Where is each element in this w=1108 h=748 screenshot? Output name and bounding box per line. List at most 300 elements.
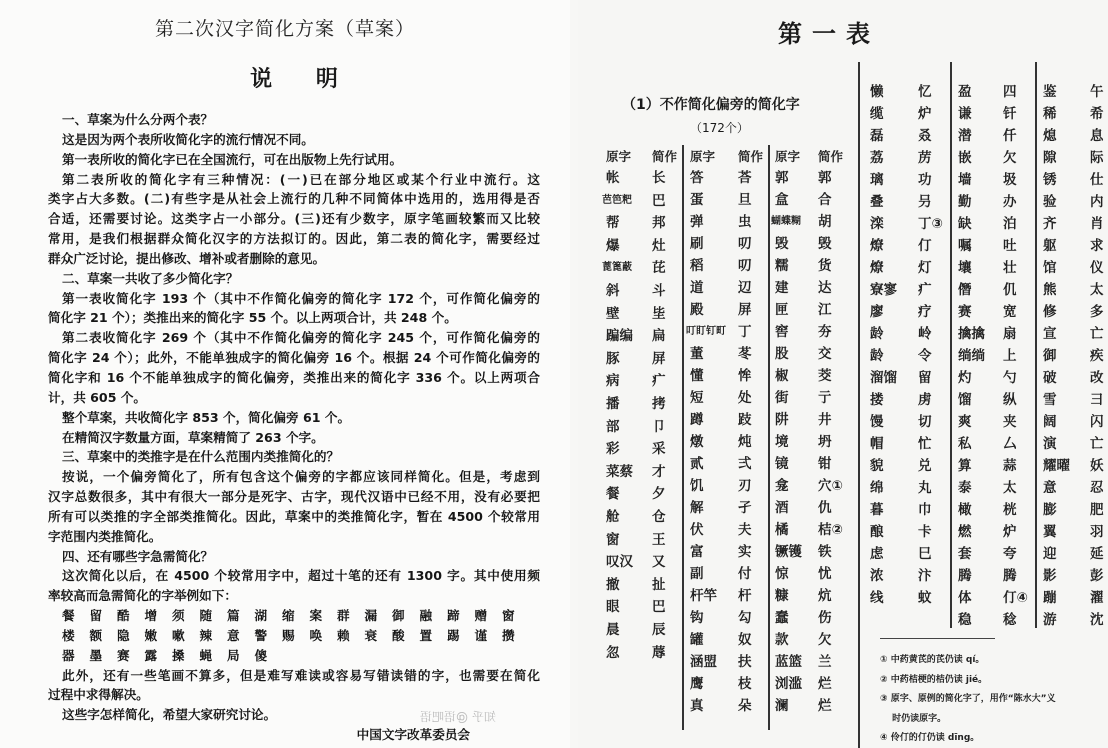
example-char: 警 xyxy=(254,627,268,643)
simplified-char: 疾 xyxy=(1090,348,1104,364)
simplified-char: 亍 xyxy=(818,390,832,406)
simplified-char: 蚊 xyxy=(918,590,932,606)
example-chars-row xyxy=(48,606,540,626)
example-char: 酸 xyxy=(392,627,405,643)
example-char: 酷 xyxy=(117,608,130,624)
original-char: 阔 xyxy=(1043,414,1057,430)
original-char: 部 xyxy=(606,418,620,435)
original-char: 饥 xyxy=(690,478,704,494)
simplified-char: 苳 xyxy=(738,346,752,362)
simplified-char: 留 xyxy=(918,370,932,386)
simplified-char: 欠 xyxy=(1003,150,1017,166)
simplified-char: 夸 xyxy=(1003,546,1017,562)
original-char: 僭 xyxy=(958,282,972,298)
simplified-char: 奴 xyxy=(738,632,752,648)
simplified-char: 丁③ xyxy=(918,216,943,232)
simplified-char: 圾 xyxy=(1003,172,1017,188)
original-char: 迎 xyxy=(1043,546,1057,562)
original-char: 稻 xyxy=(690,258,704,274)
simplified-char: 疒 xyxy=(652,373,666,390)
original-char: 爆 xyxy=(606,237,620,254)
original-char: 舱 xyxy=(606,509,620,525)
example-char: 楼 xyxy=(62,627,75,643)
original-char: 窗 xyxy=(606,531,620,548)
original-char: 窖 xyxy=(775,324,789,340)
simplified-char: 闪 xyxy=(1090,414,1104,430)
text-line: 率较高而急需简化的字举例如下： xyxy=(48,588,237,604)
simplified-char: 辺 xyxy=(738,280,752,296)
original-char: 齐 xyxy=(1043,216,1057,232)
text-line: 第二表收简化字 269 个（其中不作简化偏旁的简化字 245 个，可作简化偏旁的 xyxy=(62,330,540,346)
example-char: 群 xyxy=(337,608,350,624)
simplified-char: 夫 xyxy=(738,522,752,538)
example-char: 赠 xyxy=(474,608,488,624)
simplified-char: 丁 xyxy=(738,324,752,340)
original-char: 搂 xyxy=(870,392,884,408)
simplified-char: 羽 xyxy=(1090,524,1104,540)
example-char: 增 xyxy=(144,608,158,624)
simplified-char: 希 xyxy=(1090,106,1104,122)
simplified-char: 井 xyxy=(818,412,832,428)
original-char: 款 xyxy=(775,632,789,648)
original-char: 套 xyxy=(958,546,972,562)
simplified-char: 邦 xyxy=(652,215,666,232)
original-char: 餐 xyxy=(606,486,620,503)
example-chars-row xyxy=(48,626,540,646)
text-line: 这些字怎样简化，希望大家研究讨论。 xyxy=(62,707,277,723)
simplified-char: 胡 xyxy=(818,214,832,230)
original-char: 虑 xyxy=(870,546,884,562)
simplified-char: 郭 xyxy=(818,170,832,186)
simplified-char: 叒 xyxy=(918,128,932,144)
simplified-char: 厶 xyxy=(1003,436,1017,452)
simplified-char: 令 xyxy=(918,348,932,364)
simplified-char: 四 xyxy=(1003,84,1017,100)
simplified-char: 烂 xyxy=(818,698,832,714)
original-char: 貌 xyxy=(870,458,884,474)
original-char: 病 xyxy=(606,373,620,390)
simplified-char: 勾 xyxy=(738,610,752,626)
simplified-char: 仕 xyxy=(1090,172,1104,188)
simplified-char: 忍 xyxy=(1090,480,1104,496)
example-char: 意 xyxy=(227,627,240,643)
text-line: 按说，一个偏旁简化了，所有包含这个偏旁的字都应该同样简化。但是，考虑到 xyxy=(62,469,540,485)
column-divider xyxy=(950,62,952,628)
original-char: 盒 xyxy=(775,192,789,208)
original-char: 缺 xyxy=(958,216,972,232)
original-char: 隙 xyxy=(1043,150,1057,166)
simplified-char: 处 xyxy=(738,390,752,406)
simplified-char: 息 xyxy=(1090,128,1104,144)
original-char: 董 xyxy=(690,346,704,362)
simplified-char: 灶 xyxy=(652,237,666,254)
original-char: 澜 xyxy=(775,698,789,714)
example-char: 案 xyxy=(309,608,323,624)
text-line: 常用，是我们根据群众简化汉字的方法拟订的。因此，第二表的简化字，需要经过 xyxy=(48,231,540,247)
original-char: 暮 xyxy=(870,502,884,518)
simplified-char: 毁 xyxy=(818,236,832,252)
simplified-char: 屏 xyxy=(652,350,666,367)
original-char: 滦 xyxy=(870,216,884,232)
example-char: 篇 xyxy=(227,608,240,624)
original-char: 寮寥 xyxy=(870,282,897,298)
column-header-simplified: 简作 xyxy=(652,149,678,164)
original-char: 阱 xyxy=(775,412,789,428)
original-char: 播 xyxy=(606,396,620,412)
column-header-simplified: 简作 xyxy=(818,149,844,164)
original-char: 郭 xyxy=(775,170,789,186)
column-header-original: 原字 xyxy=(606,149,632,164)
original-char: 雪 xyxy=(1043,392,1057,408)
original-char: 浓 xyxy=(870,568,884,584)
example-char: 唤 xyxy=(309,627,323,643)
text-line: 简化字 24 个）；此外，不能单独成字的简化偏旁 16 个。根据 24 个可作简化偏旁的 xyxy=(48,350,540,366)
simplified-char: 斗 xyxy=(652,283,666,299)
original-char: 破 xyxy=(1043,370,1057,386)
simplified-char: 太 xyxy=(1090,282,1104,298)
original-char: 蛋 xyxy=(690,192,704,208)
simplified-char: 欠 xyxy=(818,632,832,648)
original-char: 爽 xyxy=(958,414,972,430)
simplified-char: 纵 xyxy=(1003,392,1017,408)
simplified-char: 内 xyxy=(1090,194,1104,210)
original-char: 菜蔡 xyxy=(606,463,633,480)
simplified-char: 辰 xyxy=(652,622,666,638)
original-char: 街 xyxy=(775,390,789,406)
original-char: 绵 xyxy=(870,480,884,496)
original-char: 橄 xyxy=(958,502,972,518)
example-char: 衰 xyxy=(364,627,378,643)
original-char: 燎 xyxy=(870,238,884,254)
original-char: 副 xyxy=(690,566,704,582)
text-line: 计，共 605 个。 xyxy=(48,389,147,405)
original-char: 璃 xyxy=(870,172,884,188)
original-char: 道 xyxy=(690,280,704,296)
simplified-char: 坒 xyxy=(652,305,666,322)
original-char: 嵌 xyxy=(958,150,972,166)
original-char: 嘱 xyxy=(958,238,972,254)
simplified-char: 屏 xyxy=(738,302,752,318)
original-char: 线 xyxy=(870,590,884,606)
text-line: 群众广泛讨论，提出修改、增补或者删除的意见。 xyxy=(48,250,326,266)
example-char: 傻 xyxy=(254,647,268,663)
simplified-char: 灯 xyxy=(918,260,932,276)
original-char: 富 xyxy=(690,544,704,560)
original-char: 意 xyxy=(1043,480,1057,496)
simplified-char: 午 xyxy=(1090,84,1104,100)
simplified-char: 跂 xyxy=(738,412,752,428)
original-char: 叹汉 xyxy=(606,554,633,571)
simplified-char: 延 xyxy=(1090,546,1104,562)
example-char: 蝇 xyxy=(199,647,213,663)
simplified-char: 疒 xyxy=(918,282,932,298)
simplified-char: 实 xyxy=(738,544,752,560)
original-char: 谦 xyxy=(958,106,972,122)
text-line: 合适，还需要讨论。这类字占一小部分。(三)还有少数字，原字笔画较繁而又比较 xyxy=(48,211,540,227)
original-char: 燎 xyxy=(870,260,884,276)
simplified-char: 又 xyxy=(652,554,666,571)
footnote: ③ 原字、原例的简化字了，用作“陈水大”义 xyxy=(880,694,1056,704)
text-line: 第二表所收的简化字有三种情况：(一)已在部分地区或某个行业中流行。这 xyxy=(62,171,540,187)
simplified-char: 炉 xyxy=(918,106,932,122)
simplified-char: 旦 xyxy=(738,192,752,208)
text-line: 字范围内类推简化。 xyxy=(48,528,162,544)
simplified-char: 铁 xyxy=(818,544,832,560)
simplified-char: 茭 xyxy=(818,368,832,384)
original-char: 椒 xyxy=(775,368,789,384)
simplified-char: 枝 xyxy=(738,676,752,692)
example-chars-row xyxy=(48,646,540,666)
example-char: 窗 xyxy=(502,608,515,624)
original-char: 勤 xyxy=(958,194,972,210)
original-char: 修 xyxy=(1043,304,1057,320)
original-char: 惊 xyxy=(775,566,789,582)
simplified-char: 仃④ xyxy=(1003,590,1028,606)
original-char: 影 xyxy=(1043,568,1057,584)
original-char: 蹦 xyxy=(1043,590,1057,606)
simplified-char: 蒜 xyxy=(1003,458,1017,474)
original-char: 懂 xyxy=(690,368,704,384)
simplified-char: 夕 xyxy=(652,486,666,503)
simplified-char: 夯 xyxy=(818,324,832,340)
text-line: 类字占大多数。(二)有些字是从社会上流行的几种不同简体中选用的，选用得是否 xyxy=(48,191,540,207)
simplified-char: 兑 xyxy=(918,458,932,474)
original-char: 罐 xyxy=(690,632,704,648)
section-heading: 说 明 xyxy=(250,67,356,92)
simplified-char: 办 xyxy=(1003,194,1017,210)
example-char: 须 xyxy=(172,608,185,624)
simplified-char: 虫 xyxy=(738,214,752,230)
original-char: 壤 xyxy=(958,260,972,276)
original-char: 撤 xyxy=(606,576,620,593)
simplified-char: 肖 xyxy=(1090,216,1104,232)
original-char: 股 xyxy=(775,346,789,362)
example-char: 搡 xyxy=(172,647,185,663)
text-line: 此外，还有一些笔画不算多，但是难写难读或容易写错读错的字，也需要在简化 xyxy=(62,667,540,683)
simplified-char: 太 xyxy=(1003,480,1017,496)
example-char: 漏 xyxy=(364,608,378,624)
original-char: 蓖篦蔽 xyxy=(602,262,632,274)
simplified-char: 坍 xyxy=(818,434,832,450)
simplified-char: 恈 xyxy=(738,368,752,384)
simplified-char: 兰 xyxy=(818,654,832,670)
simplified-char: 功 xyxy=(918,172,932,188)
original-char: 鹰 xyxy=(690,676,704,692)
original-char: 耀曜 xyxy=(1043,458,1070,474)
example-char: 缩 xyxy=(282,608,295,624)
original-char: 钩 xyxy=(690,610,704,626)
example-char: 赖 xyxy=(337,627,350,643)
column-divider xyxy=(1035,62,1037,628)
footnote-rule xyxy=(880,638,995,639)
simplified-char: 叨 xyxy=(738,236,752,252)
original-char: 帽 xyxy=(870,436,884,452)
simplified-char: 求 xyxy=(1090,238,1104,254)
text-line: 第一表收简化字 193 个（其中不作简化偏旁的简化字 172 个，可作简化偏旁的 xyxy=(62,290,540,306)
simplified-char: 际 xyxy=(1090,150,1104,166)
original-char: 灼 xyxy=(958,370,972,386)
original-char: 叠 xyxy=(870,194,884,210)
original-char: 短 xyxy=(690,390,704,406)
simplified-char: 采 xyxy=(652,441,666,458)
original-char: 真 xyxy=(690,698,704,714)
simplified-char: 长 xyxy=(652,170,666,186)
simplified-char: 忙 xyxy=(918,436,932,452)
original-char: 晨 xyxy=(606,622,620,638)
simplified-char: 巾 xyxy=(918,502,932,518)
original-char: 稳 xyxy=(958,612,972,628)
text-line: 在精简汉字数量方面，草案精简了 263 个字。 xyxy=(62,429,324,445)
original-char: 熄 xyxy=(1043,128,1057,144)
question-heading: 二、草案一共收了多少简化字？ xyxy=(62,270,239,286)
original-char: 境 xyxy=(775,434,789,450)
original-char: 芭笆粑 xyxy=(602,194,632,206)
example-char: 谨 xyxy=(474,627,488,643)
example-char: 露 xyxy=(144,647,158,663)
simplified-char: 沈 xyxy=(1090,612,1104,628)
simplified-char: 亡 xyxy=(1090,436,1104,452)
simplified-char: 叧 xyxy=(918,194,932,210)
footnote: 时仍读原字。 xyxy=(880,713,947,724)
simplified-char: 扇 xyxy=(1003,326,1017,342)
original-char: 眼 xyxy=(606,599,620,616)
simplified-char: 仟 xyxy=(1003,128,1017,144)
column-divider xyxy=(768,145,770,730)
column-header-original: 原字 xyxy=(690,149,716,164)
footnote: ④ 伶仃的仃仍读 dīng。 xyxy=(880,733,980,743)
simplified-char: 妖 xyxy=(1090,458,1104,474)
simplified-char: 荅 xyxy=(738,170,752,186)
original-char: 帮 xyxy=(606,215,620,232)
simplified-char: 仇 xyxy=(818,500,832,516)
simplified-char: 仃 xyxy=(918,238,932,254)
simplified-char: 濯 xyxy=(1090,590,1104,606)
original-char: 御 xyxy=(1043,348,1057,364)
simplified-char: 王 xyxy=(652,531,666,548)
watermark: 知乎 @语吧语 xyxy=(420,710,496,724)
original-char: 验 xyxy=(1043,194,1057,210)
simplified-char: 仉 xyxy=(1003,282,1017,298)
simplified-char: 忧 xyxy=(818,566,832,582)
example-char: 融 xyxy=(419,608,433,624)
text-line: 第一表所收的简化字已在全国流行，可在出版物上先行试用。 xyxy=(62,151,403,167)
original-char: 彩 xyxy=(606,441,620,458)
simplified-char: 腾 xyxy=(1003,568,1017,584)
simplified-char: 炕 xyxy=(818,588,832,604)
simplified-char: 宽 xyxy=(1003,304,1017,320)
text-line: 汉字总数很多，其中有很大一部分是死字、古字，现代汉语中已经不用，没有必要把 xyxy=(48,489,540,505)
question-heading: 四、还有哪些字急需简化？ xyxy=(62,548,214,564)
original-char: 翼 xyxy=(1043,524,1057,540)
example-char: 蹄 xyxy=(447,608,460,624)
original-char: 膨 xyxy=(1043,502,1057,518)
original-char: 算 xyxy=(958,458,972,474)
original-char: 匣 xyxy=(775,302,789,318)
simplified-char: 拷 xyxy=(652,396,666,412)
original-char: 盈 xyxy=(958,84,972,100)
simplified-char: 卩 xyxy=(652,418,666,435)
example-char: 额 xyxy=(89,627,103,643)
original-char: 糠 xyxy=(775,588,789,604)
original-char: 镢镬 xyxy=(775,544,802,560)
original-char: 毁 xyxy=(775,236,789,252)
simplified-char: 仓 xyxy=(652,509,666,525)
original-char: 刷 xyxy=(690,236,704,252)
example-char: 器 xyxy=(62,647,75,663)
simplified-char: 夹 xyxy=(1003,414,1017,430)
original-char: 游 xyxy=(1043,612,1057,628)
original-char: 建 xyxy=(775,280,789,296)
simplified-char: 多 xyxy=(1090,304,1104,320)
document-title: 第二次汉字简化方案（草案） xyxy=(154,18,415,40)
original-char: 伏 xyxy=(690,522,704,538)
text-line: 这是因为两个表所收简化字的流行情况不同。 xyxy=(62,131,314,147)
original-char: 贰 xyxy=(690,456,704,472)
simplified-char: 岭 xyxy=(918,326,932,342)
column-divider xyxy=(858,62,860,748)
example-char: 局 xyxy=(227,647,240,663)
original-char: 杆竿 xyxy=(690,588,717,604)
original-char: 酿 xyxy=(870,524,884,540)
original-char: 蝴蝶糊 xyxy=(771,216,801,227)
simplified-char: 朵 xyxy=(738,698,752,714)
original-char: 荔 xyxy=(870,150,884,166)
simplified-char: 仪 xyxy=(1090,260,1104,276)
simplified-char: 钳 xyxy=(818,456,832,472)
simplified-char: 巴 xyxy=(652,599,666,616)
original-char: 龄 xyxy=(870,348,884,364)
simplified-char: 吐 xyxy=(1003,238,1017,254)
original-char: 躯 xyxy=(1043,238,1057,254)
example-char: 御 xyxy=(392,608,405,624)
original-char: 墙 xyxy=(958,172,972,188)
simplified-char: 合 xyxy=(818,192,832,208)
simplified-char: 钎 xyxy=(1003,106,1017,122)
original-char: 熊 xyxy=(1043,282,1057,298)
original-char: 磊 xyxy=(870,128,884,144)
footnote: ② 中药桔梗的桔仍读 jié。 xyxy=(880,674,988,685)
original-char: 酒 xyxy=(775,500,789,516)
original-char: 懒 xyxy=(870,84,884,100)
original-char: 殿 xyxy=(690,302,704,318)
example-char: 隐 xyxy=(117,627,130,643)
simplified-char: 芘 xyxy=(652,260,666,277)
simplified-char: 蓐 xyxy=(652,644,666,661)
example-char: 攒 xyxy=(502,627,515,643)
original-char: 帐 xyxy=(606,170,620,186)
simplified-char: 巴 xyxy=(652,192,666,209)
simplified-char: 穴① xyxy=(818,478,843,494)
simplified-char: 彭 xyxy=(1090,568,1104,584)
simplified-char: 扯 xyxy=(652,576,666,593)
simplified-char: 疗 xyxy=(918,304,932,320)
simplified-char: 烂 xyxy=(818,676,832,692)
original-char: 斜 xyxy=(606,283,620,299)
original-char: 弹 xyxy=(690,214,704,230)
explanation-body xyxy=(48,110,540,745)
simplified-char: 扁 xyxy=(652,328,666,345)
table-section-title: （1）不作简化偏旁的简化字 xyxy=(622,97,800,113)
original-char: 豚 xyxy=(606,350,620,367)
original-char: 演 xyxy=(1043,436,1057,452)
original-char: 泰 xyxy=(958,480,972,496)
column-header-original: 原字 xyxy=(775,149,801,164)
table-count: （172个） xyxy=(690,121,749,135)
example-char: 嗽 xyxy=(172,627,185,643)
simplified-char: 炖 xyxy=(738,434,752,450)
simplified-char: 丸 xyxy=(918,480,932,496)
original-char: 蠢 xyxy=(775,610,789,626)
